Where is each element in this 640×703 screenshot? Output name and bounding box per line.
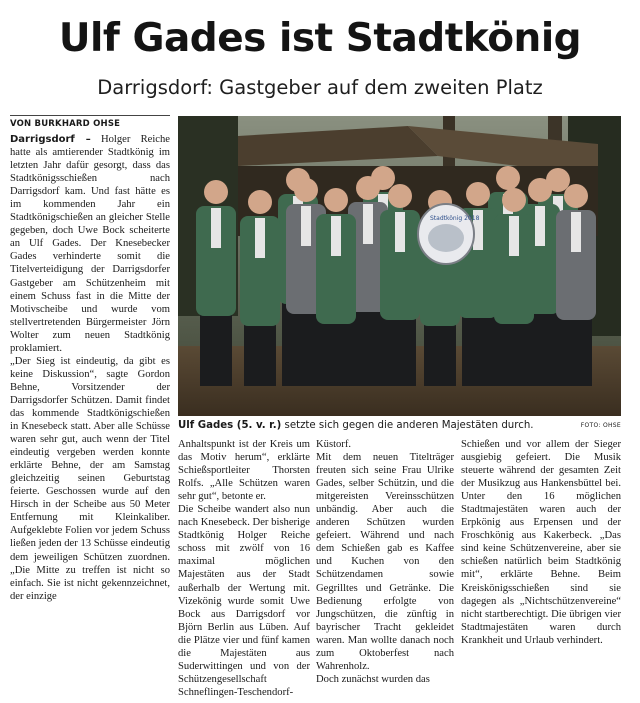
- photo-caption: [178, 420, 621, 431]
- headline: Ulf Gades ist Stadtkönig: [58, 16, 582, 61]
- trophy-banner-text: Stadtkönig 2018: [430, 215, 480, 222]
- article-column-1: [10, 133, 170, 698]
- photo-credit: FOTO: OHSE: [580, 422, 621, 429]
- paragraph: Mit dem neuen Titelträger freuten sich seine Frau Ulrike Gades, selber Schützin, und die mitgereisten Vereinsschützen unbändig. Aber auch die anderen Schützen wurden gefeiert. Während und nach dem Schießen gab es Kaffee und Kuchen von den Schützendamen sowie Gegrilltes und Getränke. Die Bedienung erfolgte von Jungschützen, die zünftig in bayrischer Tracht gekleidet waren. Man wollte danach noch zum Oktoberfest nach Wahrenholz.: [316, 452, 454, 672]
- paragraph: Anhaltspunkt ist der Kreis um das Motiv herum“, erklärte Schießsportleiter Thorsten Rolfs. „Alle Schützen waren sehr gut“, betonte er.: [178, 439, 310, 503]
- person: [240, 190, 280, 386]
- byline: VON BURKHARD OHSE: [10, 115, 170, 129]
- person: [556, 184, 596, 386]
- paragraph: „Der Sieg ist eindeutig, da gibt es keine Diskussion“, sagte Gordon Behne, Vorsitzender der Darrigsdorfer Schützen. Damit findet das kommende Stadtkönigschießen in Knesebeck statt. Aber alle Schüsse waren sehr gut, auch wenn der Titel eindeutig vergeben werden konnte erklärte Behne, der am Samstag gleichzeitig seinen Geburtstag feierte. Geschossen wurde auf den Hirsch in der Scheibe aus 50 Meter Entfernung mit Kleinkaliber. Aufgeklebte Folien vor jedem Schuss ließen jeden der 13 Schüsse eindeutig dem jeweiligen Schützen zuordnen. „Die Mitte zu treffen ist nicht so einfach. Sie ist nicht gekennzeichnet, der einzige: [10, 355, 170, 602]
- subheadline: Darrigsdorf: Gastgeber auf dem zweiten Platz: [97, 76, 543, 99]
- paragraph: Küstorf.: [316, 439, 352, 450]
- person: [380, 184, 420, 386]
- article-column-3: [316, 438, 454, 700]
- paragraph: Die Scheibe wandert also nun nach Knesebeck. Der bisherige Stadtkönig Holger Reiche schoss mit zwölf von 16 maximal möglichen Majestäten aus der Stadt außerhalb der Wertung mit. Vizekönig wurde somit Uwe Bock aus Darrigsdorf vor Björn Berlin aus Lüben. Auf die Plätze vier und fünf kamen die Majestäten aus Suderwittingen und von der Schützengesellschaft Schneflingen-Teschendorf-: [178, 504, 310, 698]
- dateline: Darrigsdorf –: [10, 134, 91, 145]
- caption-text: setzte sich gegen die anderen Majestäten durch.: [281, 420, 534, 431]
- caption-bold: Ulf Gades (5. v. r.): [178, 420, 282, 431]
- article-column-2: [178, 438, 310, 700]
- paragraph: Holger Reiche hatte als amtierender Stadtkönig im letzten Jahr dafür gesorgt, dass das Stadtkönigsschießen nach Darrigsdorf kam. Und fast hätte es im kommenden Jahr ein Stadtkönigschießen an gleicher Stelle gegeben, doch Uwe Bock scheiterte an Ulf Gades. Der Knesebecker Gades verhinderte somit die Titelverteidigung der Darrigsdorfer Gastgeber am Schützenheim mit einem Schuss fast in die Mitte der Motivscheibe und wurde vom stellvertretenden Bürgermeister Jörn Wolter zum neuen Stadtkönig proklamiert.: [10, 134, 170, 354]
- person: [196, 180, 236, 386]
- paragraph: Doch zunächst wurden das: [316, 673, 430, 685]
- paragraph: Schießen und vor allem der Sieger ausgiebig gefeiert. Die Musik steuerte während der gesamten Zeit der Musikzug aus Hankensbüttel bei. Unter den 16 möglichen Stadtmajestäten waren auch der Erpkönig aus Erpensen und der Froschkönig aus Kakerbeck. „Das sind keine Schützenvereine, aber sie schießen natürlich beim Stadtkönig mit“, erklärte Behne. Beim Kreiskönigsschießen sind sie dagegen als „Nichtschützenvereine“ nicht startberechtigt. Die übrigen vier Stadtmajestäten waren durch Krankheit und Urlaub verhindert.: [461, 439, 621, 646]
- person: [494, 188, 534, 386]
- person: [316, 188, 356, 386]
- group-photo: [178, 116, 621, 416]
- article-column-4: [461, 438, 621, 700]
